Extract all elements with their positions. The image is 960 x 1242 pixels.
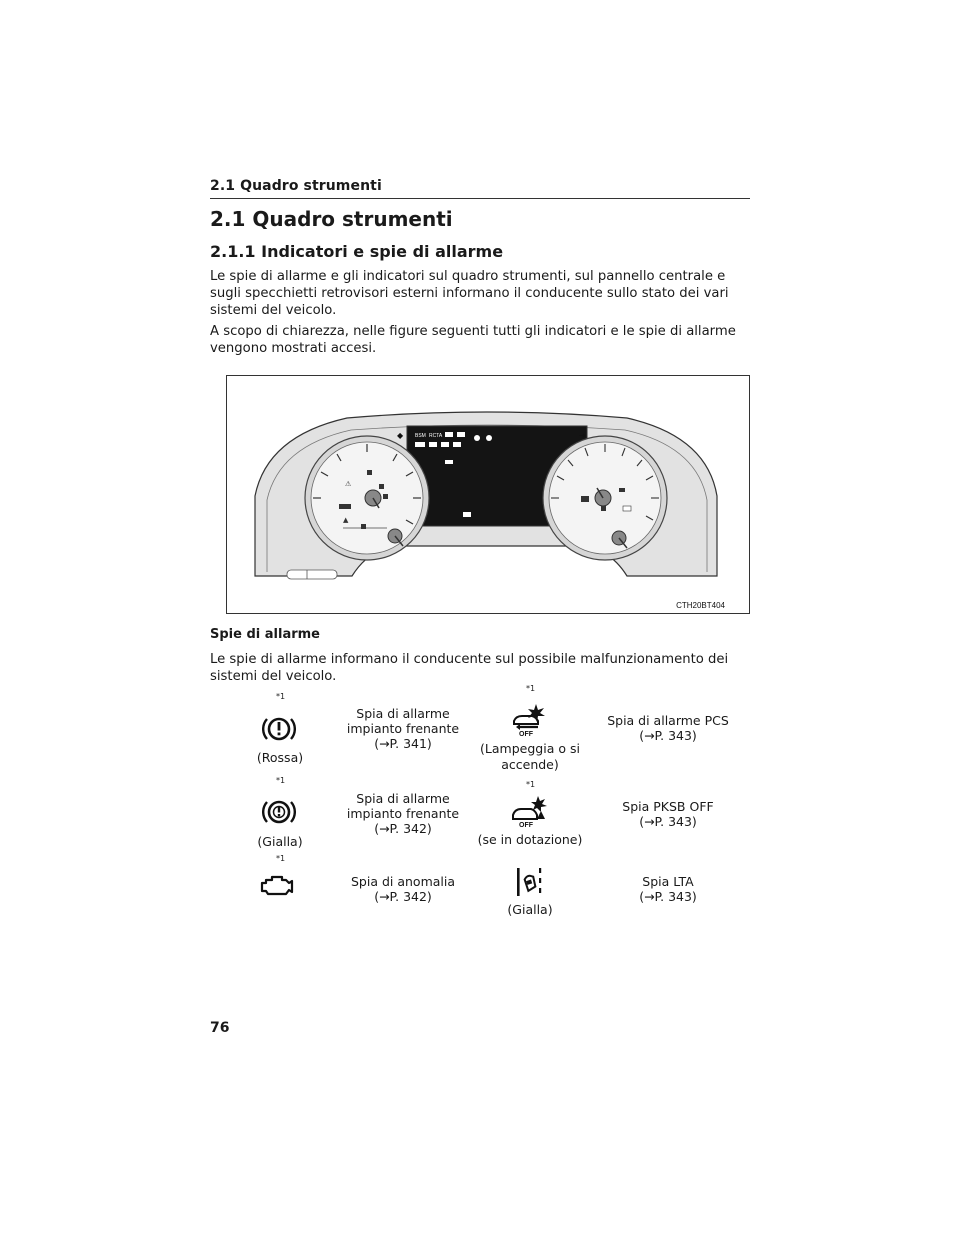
pcs-caption: (Lampeggia o si accende) (480, 741, 580, 772)
pksb-off-icon (510, 795, 550, 829)
brake-yellow-caption: (Gialla) (257, 834, 303, 849)
pcs-off-label: OFF (519, 731, 533, 737)
right-gauge (543, 436, 667, 560)
header-rule (210, 198, 750, 199)
engine-malfunction-description: Spia di anomalia (→P. 342) (350, 874, 456, 904)
pksb-caption: (se in dotazione) (477, 832, 583, 847)
engine-malfunction-icon (258, 874, 298, 898)
clarity-paragraph: A scopo di chiarezza, nelle figure seguenti tutti gli indicatori e le spie di allarme vengono mostrati accesi. (210, 324, 736, 356)
svg-text:▲: ▲ (343, 516, 349, 524)
instrument-cluster-figure (226, 375, 750, 614)
brake-warning-red-icon (262, 714, 296, 744)
footnote-marker: *1 (276, 776, 286, 785)
page-number: 76 (210, 1020, 230, 1036)
pksb-off-label: OFF (519, 822, 533, 829)
warnings-heading: Spie di allarme (210, 627, 320, 642)
footnote-marker: *1 (526, 684, 536, 693)
svg-text:➜: ➜ (579, 431, 586, 440)
intro-paragraph: Le spie di allarme e gli indicatori sul quadro strumenti, sul pannello centrale e sugli specchietti retrovisori esterni informano il conducente sullo stato dei vari sistemi del veicolo. (210, 269, 729, 318)
screen-bsm-label: BSM (415, 433, 426, 439)
left-gauge (305, 436, 429, 560)
brake-red-caption: (Rossa) (256, 750, 304, 765)
footnote-marker: *1 (526, 780, 536, 789)
footnote-marker: *1 (276, 692, 286, 701)
pcs-description: Spia di allarme PCS (→P. 343) (607, 713, 729, 743)
brake-red-description: Spia di allarme impianto frenante (→P. 341) (346, 706, 460, 751)
svg-text:◆: ◆ (397, 431, 404, 440)
figure-code: CTH20BT404 (676, 601, 725, 610)
lta-description: Spia LTA (→P. 343) (639, 874, 697, 904)
pcs-warning-icon (510, 703, 550, 737)
subsection-title: 2.1.1 Indicatori e spie di allarme (210, 242, 504, 261)
pksb-description: Spia PKSB OFF (→P. 343) (622, 799, 714, 829)
brake-yellow-description: Spia di allarme impianto frenante (→P. 342) (346, 791, 460, 836)
section-title: 2.1 Quadro strumenti (210, 207, 453, 231)
warnings-intro: Le spie di allarme informano il conducente sul possibile malfunzionamento dei sistemi del veicolo. (210, 652, 729, 684)
lta-icon (512, 866, 546, 898)
instrument-cluster-illustration (227, 376, 749, 613)
svg-text:⚠: ⚠ (345, 480, 352, 488)
brake-warning-yellow-icon (262, 796, 296, 828)
lta-caption: (Gialla) (507, 902, 553, 917)
screen-rcta-label: RCTA (429, 433, 443, 439)
footnote-marker: *1 (276, 854, 286, 863)
running-header: 2.1 Quadro strumenti (210, 178, 382, 194)
